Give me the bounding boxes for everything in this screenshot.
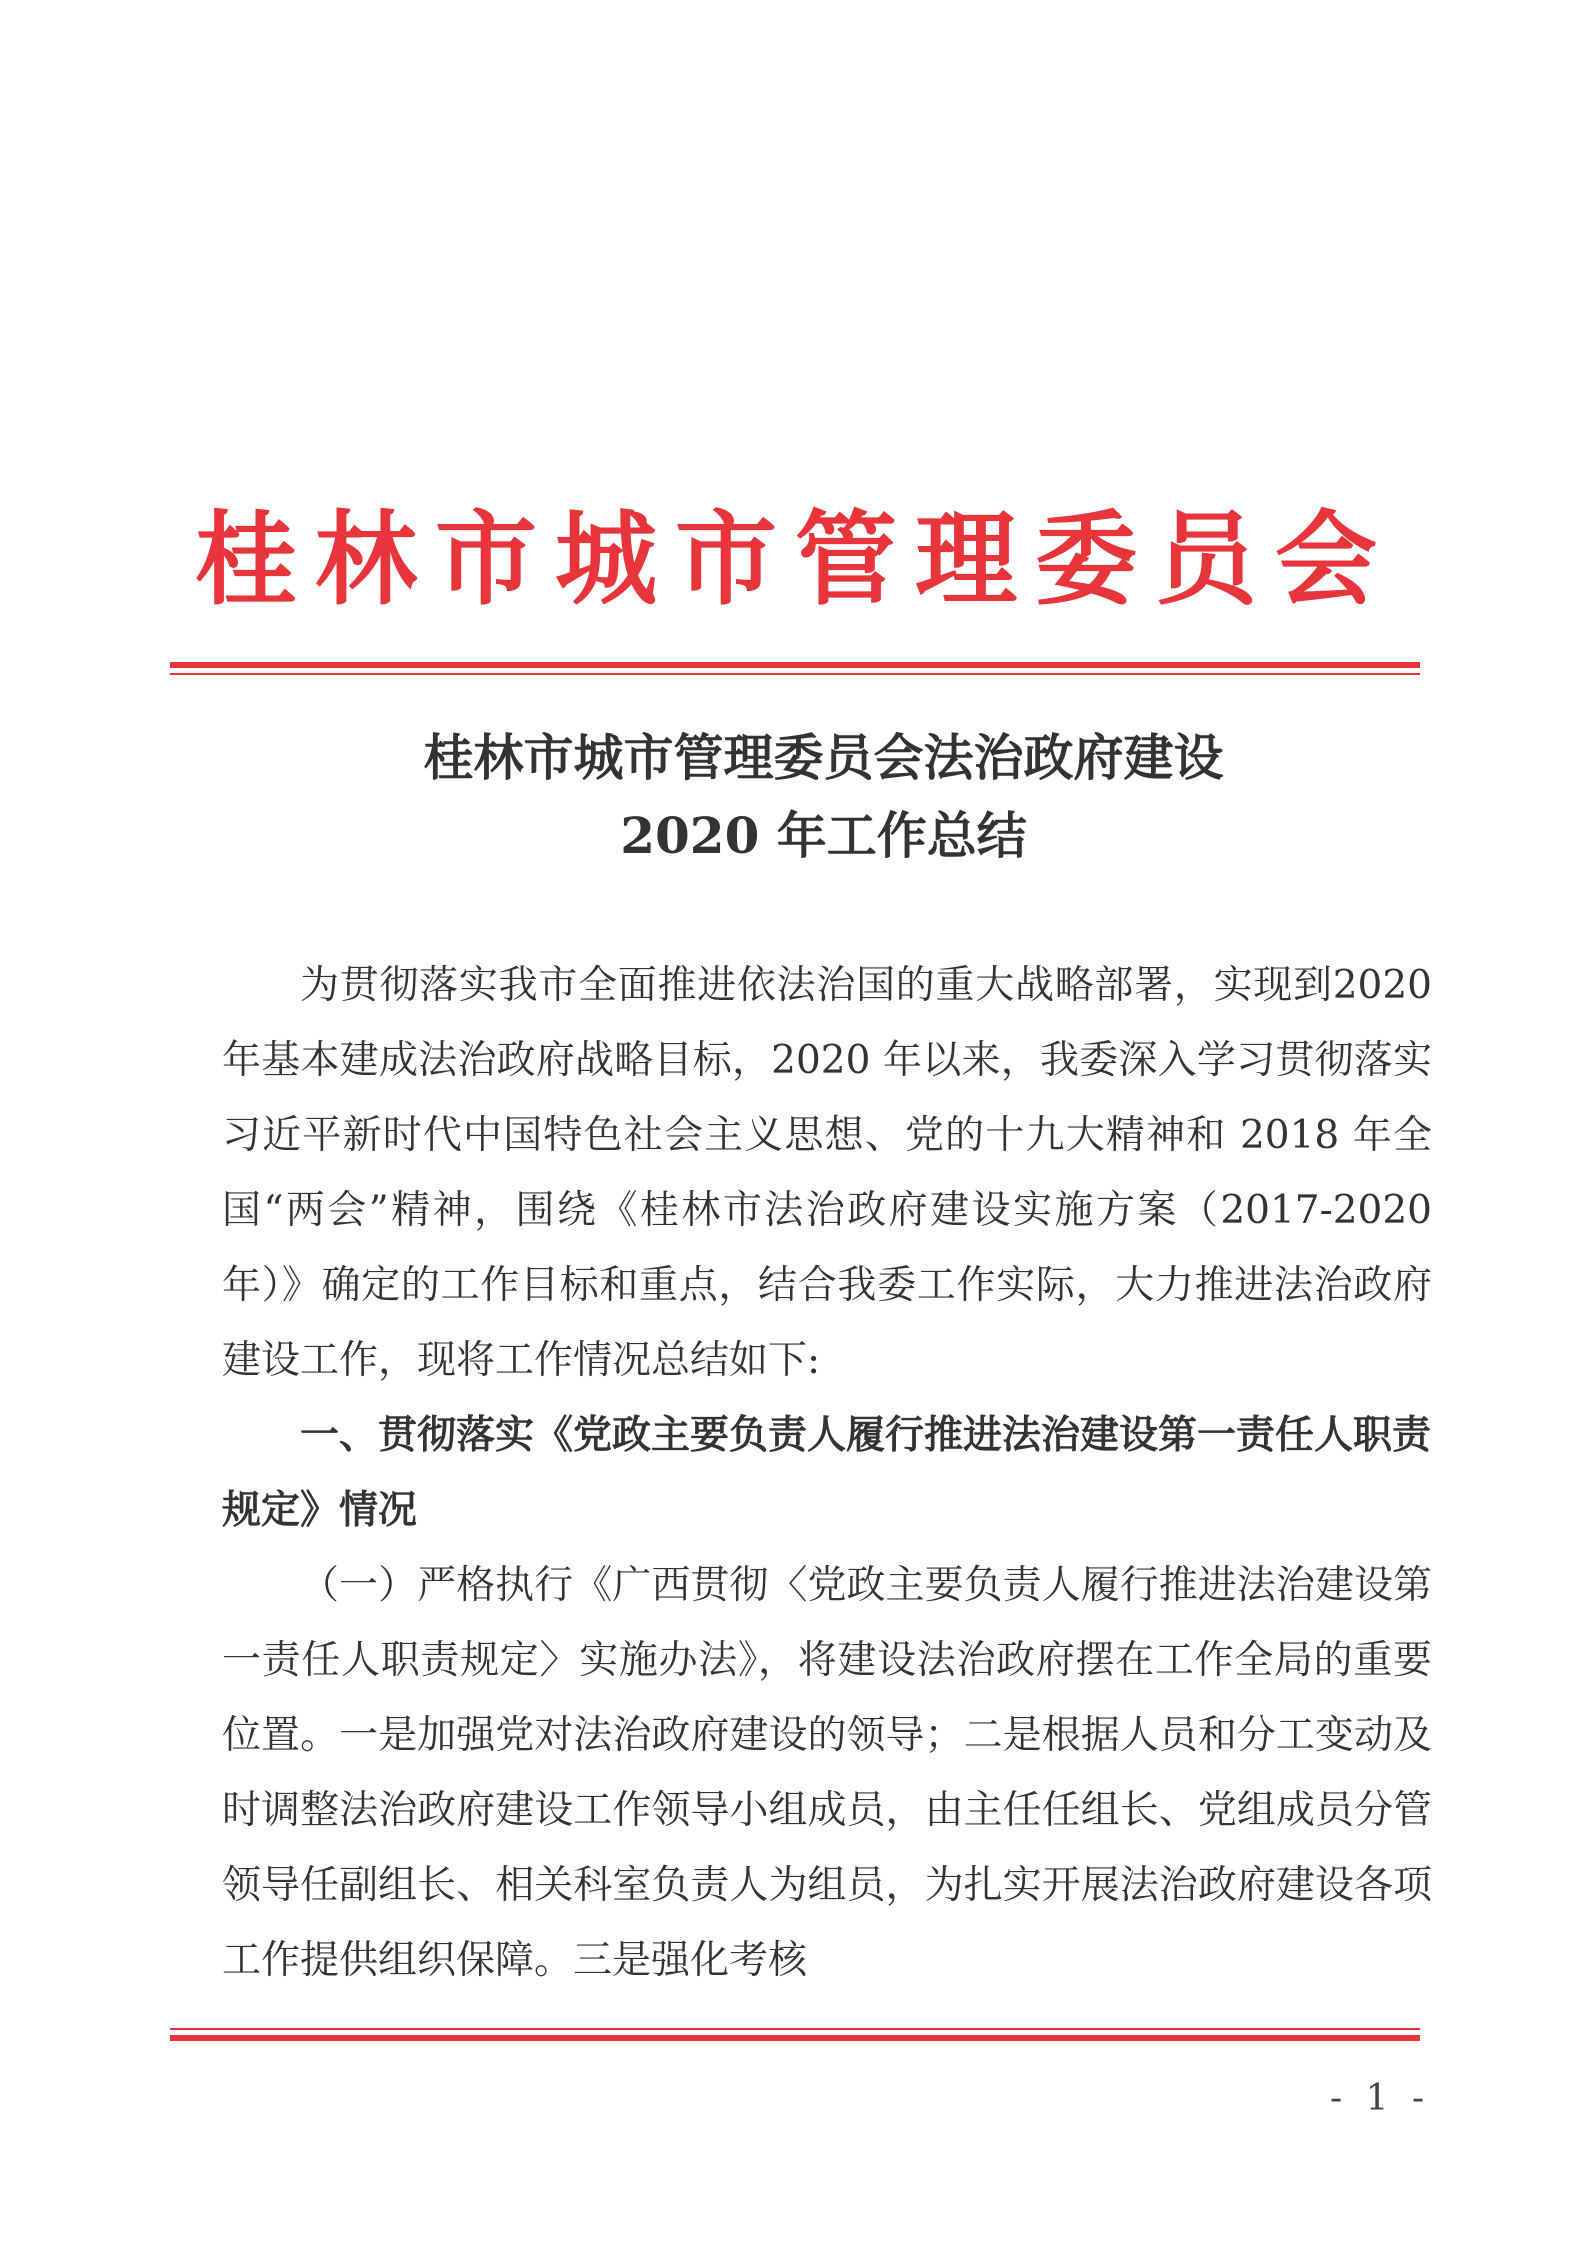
document-body	[222, 948, 1432, 1998]
paragraph-intro: 为贯彻落实我市全面推进依法治国的重大战略部署，实现到2020 年基本建成法治政府战略目标，2020 年以来，我委深入学习贯彻落实习近平新时代中国特色社会主义思想、党的十九大精神和 2018 年全国“两会”精神，围绕《桂林市法治政府建设实施方案（2017-2020 年）》确定的工作目标和重点，结合我委工作实际，大力推进法治政府建设工作，现将工作情况总结如下:	[222, 963, 1432, 1383]
document-title-line1: 桂林市城市管理委员会法治政府建设	[423, 728, 1224, 787]
letterhead-rule-thin	[170, 673, 1420, 675]
paragraph-section-1-1: （一）严格执行《广西贯彻〈党政主要负责人履行推进法治建设第一责任人职责规定〉实施办法》，将建设法治政府摆在工作全局的重要位置。一是加强党对法治政府建设的领导；二是根据人员和分工变动及时调整法治政府建设工作领导小组成员，由主任任组长、党组成员分管领导任副组长、相关科室负责人为组员，为扎实开展法治政府建设各项工作提供组织保障。三是强化考核	[222, 1563, 1432, 1983]
page-number: - 1 -	[1330, 2078, 1431, 2119]
letterhead-organization-name: 桂林市城市管理委员会	[195, 500, 1395, 620]
letterhead-rule-thick	[170, 662, 1420, 668]
section-heading-1: 一、贯彻落实《党政主要负责人履行推进法治建设第一责任人职责规定》情况	[222, 1413, 1432, 1533]
document-title-line2: 2020 年工作总结	[620, 806, 1027, 865]
footer-rule-thin	[170, 2028, 1420, 2030]
footer-rule-thick	[170, 2035, 1420, 2041]
